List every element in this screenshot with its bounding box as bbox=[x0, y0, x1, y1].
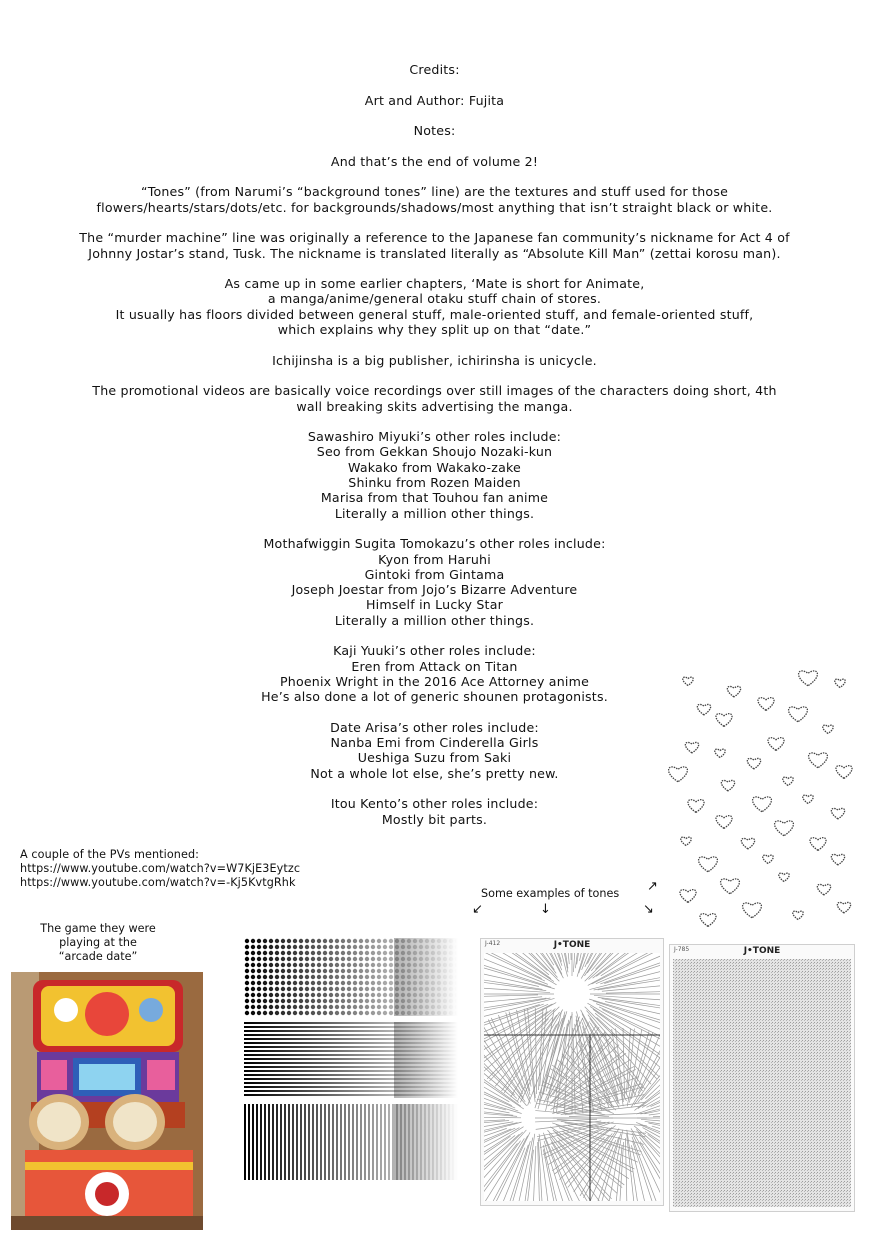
note-line: Ueshiga Suzu from Saki bbox=[357, 750, 512, 766]
heart-icon bbox=[835, 679, 845, 687]
note-line: Date Arisa’s other roles include: bbox=[330, 719, 539, 735]
note-line: He’s also done a lot of generic shounen protagonists. bbox=[261, 689, 608, 705]
note-line: Literally a million other things. bbox=[334, 505, 535, 521]
heart-icon bbox=[837, 902, 850, 912]
jtone-code: J-412 bbox=[485, 940, 501, 947]
heart-icon bbox=[831, 808, 844, 818]
heart-icon bbox=[753, 797, 772, 812]
speedline-illustration bbox=[484, 953, 660, 1201]
note-line: Sawashiro Miyuki’s other roles include: bbox=[307, 429, 562, 445]
heart-icon bbox=[817, 884, 830, 894]
heart-icon bbox=[685, 742, 698, 752]
note-paragraph bbox=[0, 184, 869, 215]
jtone-brand: J•TONE bbox=[553, 940, 591, 950]
note-paragraph bbox=[0, 536, 869, 628]
halftone-illustration bbox=[244, 938, 458, 1180]
texture-illustration bbox=[673, 959, 851, 1207]
note-line: The promotional videos are basically voice recordings over still images of the characters doing short, 4th bbox=[92, 383, 777, 399]
heart-icon bbox=[836, 766, 852, 779]
note-line: Phoenix Wright in the 2016 Ace Attorney anime bbox=[279, 673, 590, 689]
pv-link[interactable]: https://www.youtube.com/watch?v=-Kj5KvtgRhk bbox=[20, 876, 296, 890]
heart-icon bbox=[727, 686, 740, 696]
caption-line: “arcade date” bbox=[58, 949, 138, 963]
note-line: “Tones” (from Narumi’s “background tones” line) are the textures and stuff used for those bbox=[140, 184, 729, 200]
heart-icon bbox=[775, 821, 794, 836]
heart-icon bbox=[810, 838, 826, 851]
pv-intro: A couple of the PVs mentioned: bbox=[20, 848, 200, 861]
heart-icon bbox=[669, 767, 688, 782]
heart-icon bbox=[699, 857, 718, 872]
heart-icon bbox=[697, 704, 710, 714]
note-line: Nanba Emi from Cinderella Girls bbox=[330, 735, 539, 751]
hearts-illustration bbox=[668, 662, 868, 932]
heart-icon bbox=[680, 890, 696, 903]
note-line: Mothafwiggin Sugita Tomokazu’s other roles include: bbox=[263, 536, 606, 552]
heart-icon bbox=[721, 780, 734, 790]
heart-icon bbox=[823, 725, 833, 733]
note-line: As came up in some earlier chapters, ‘Mate is short for Animate, bbox=[224, 276, 645, 292]
note-paragraph bbox=[0, 230, 869, 261]
jtone-sheet-texture bbox=[669, 944, 855, 1212]
note-paragraph bbox=[0, 276, 869, 337]
arrow-up-right-icon: ↗ bbox=[647, 879, 658, 894]
arrow-down-icon: ↓ bbox=[540, 902, 551, 917]
note-line: The “murder machine” line was originally a reference to the Japanese fan community’s nickname for Act 4 of bbox=[79, 230, 790, 246]
heart-icon bbox=[700, 914, 716, 927]
heart-icon bbox=[789, 707, 808, 722]
caption-line: playing at the bbox=[59, 935, 137, 949]
note-line: Gintoki from Gintama bbox=[364, 566, 505, 582]
note-line: Ichijinsha is a big publisher, ichirinsha is unicycle. bbox=[272, 352, 597, 368]
note-line: Kaji Yuuki’s other roles include: bbox=[333, 643, 536, 659]
heart-icon bbox=[747, 758, 760, 768]
note-line: Seo from Gekkan Shoujo Nozaki-kun bbox=[316, 444, 553, 460]
arrow-down-left-icon: ↙ bbox=[472, 902, 483, 917]
jtone-code: J-785 bbox=[674, 946, 690, 953]
note-line: Johnny Jostar’s stand, Tusk. The nickname is translated literally as “Absolute Kill Man” (zettai korosu man). bbox=[88, 245, 781, 261]
heart-icon bbox=[758, 698, 774, 711]
caption-line: The game they were bbox=[40, 922, 156, 935]
heart-icon bbox=[715, 749, 725, 757]
heart-tone-sample bbox=[668, 662, 868, 932]
author-line: Art and Author: Fujita bbox=[364, 92, 505, 108]
jtone-sheet-speedlines bbox=[480, 938, 664, 1206]
heart-icon bbox=[809, 753, 828, 768]
note-line: Mostly bit parts. bbox=[381, 811, 488, 827]
note-line: wall breaking skits advertising the manga. bbox=[296, 398, 573, 414]
heart-icon bbox=[783, 777, 793, 785]
heart-icon bbox=[743, 903, 762, 918]
note-line: Shinku from Rozen Maiden bbox=[348, 475, 521, 491]
heart-icon bbox=[831, 854, 844, 864]
heart-icon bbox=[681, 837, 691, 845]
note-paragraph bbox=[0, 429, 869, 521]
heart-icon bbox=[716, 816, 732, 829]
taiko-arcade-illustration bbox=[11, 972, 203, 1230]
pv-link[interactable]: https://www.youtube.com/watch?v=W7KjE3Eytzc bbox=[20, 862, 301, 876]
note-line: which explains why they split up on that “date.” bbox=[277, 322, 592, 338]
credits-heading: Credits: bbox=[409, 62, 460, 77]
note-line: And that’s the end of volume 2! bbox=[330, 153, 539, 169]
heart-icon bbox=[793, 911, 803, 919]
note-line: Joseph Joestar from Jojo’s Bizarre Adventure bbox=[291, 582, 578, 598]
heart-icon bbox=[763, 855, 773, 863]
note-line: a manga/anime/general otaku stuff chain of stores. bbox=[267, 291, 602, 307]
note-paragraph bbox=[0, 353, 869, 368]
heart-icon bbox=[768, 738, 784, 751]
heart-icon bbox=[741, 838, 754, 848]
heart-icon bbox=[803, 795, 813, 803]
note-line: Wakako from Wakako-zake bbox=[347, 459, 521, 475]
tones-caption: Some examples of tones bbox=[481, 887, 620, 900]
note-paragraph bbox=[0, 154, 869, 169]
note-line: Not a whole lot else, she’s pretty new. bbox=[310, 765, 559, 781]
note-line: Himself in Lucky Star bbox=[366, 597, 503, 613]
heart-icon bbox=[716, 714, 732, 727]
note-line: Kyon from Haruhi bbox=[378, 551, 491, 567]
note-line: Marisa from that Touhou fan anime bbox=[320, 490, 549, 506]
arcade-caption bbox=[18, 922, 178, 963]
arrow-down-right-icon: ↘ bbox=[643, 902, 654, 917]
heart-icon bbox=[799, 671, 818, 686]
note-line: Literally a million other things. bbox=[334, 612, 535, 628]
notes-heading: Notes: bbox=[413, 123, 456, 139]
jtone-brand: J•TONE bbox=[743, 946, 781, 956]
heart-icon bbox=[721, 879, 740, 894]
heart-icon bbox=[688, 800, 704, 813]
arcade-machine-photo bbox=[11, 972, 203, 1230]
heart-icon bbox=[683, 677, 693, 685]
note-line: flowers/hearts/stars/dots/etc. for backgrounds/shadows/most anything that isn’t straight black or white. bbox=[96, 199, 773, 215]
heart-icon bbox=[779, 873, 789, 881]
pv-links-block bbox=[20, 848, 300, 891]
note-paragraph bbox=[0, 383, 869, 414]
note-line: It usually has floors divided between general stuff, male-oriented stuff, and female-oriented stuff, bbox=[115, 306, 754, 322]
halftone-tone-samples bbox=[244, 938, 458, 1180]
note-line: Itou Kento’s other roles include: bbox=[330, 796, 539, 812]
note-line: Eren from Attack on Titan bbox=[351, 658, 518, 674]
